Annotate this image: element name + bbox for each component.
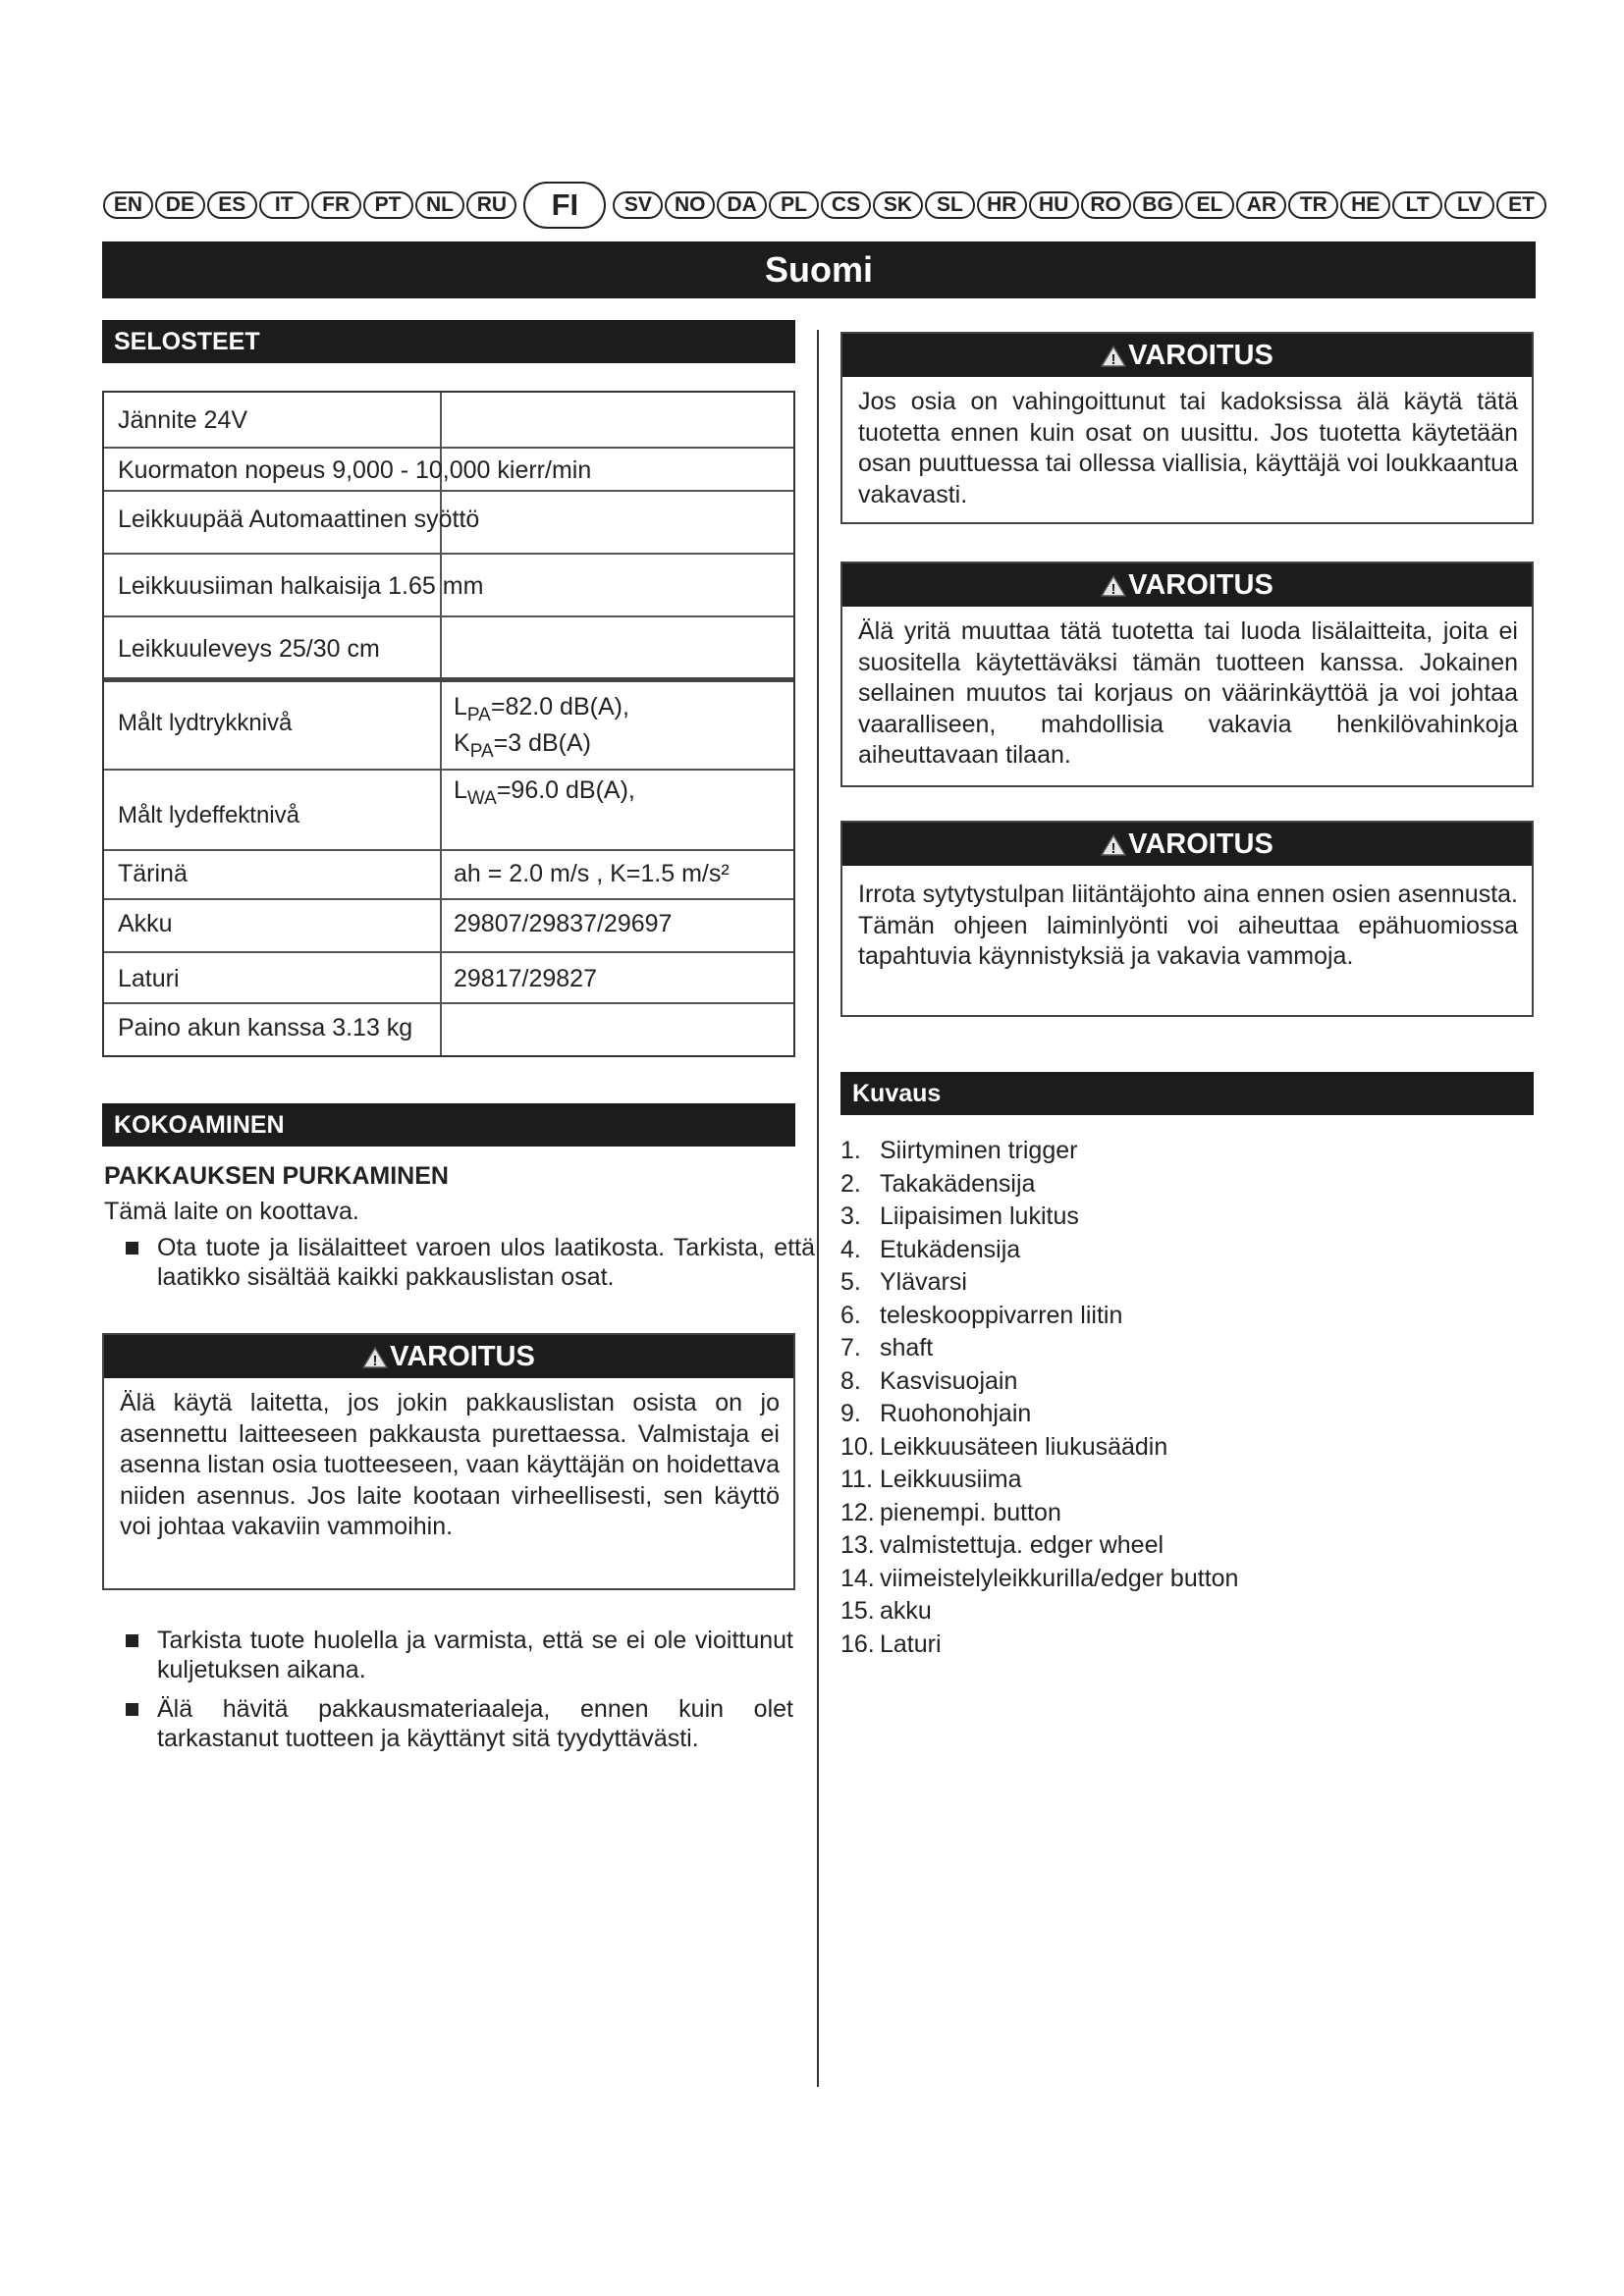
language-tab-he: HE [1340,191,1390,219]
item-text: pienempi. button [880,1498,1061,1526]
description-heading-text: Kuvaus [852,1079,942,1107]
language-tab-pl: PL [769,191,819,219]
language-tabs [102,188,1547,222]
language-tab-cs: CS [821,191,871,219]
spec-row-speed [104,449,793,492]
parts-list-item [840,1629,1469,1662]
svg-text:!: ! [372,1353,378,1369]
warning-body: Irrota sytytystulpan liitäntäjohto aina ennen osien asennusta. Tämän ohjeen laiminlyönti voi aiheuttaa epähuomiossa tapahtuvia käynnistyksiä ja vakavia vammoja. [858,881,1518,970]
parts-list-item [840,1168,1469,1201]
spec-value: 29807/29837/29697 [440,900,793,951]
spec-row-voltage [104,393,793,449]
spec-value: ah = 2.0 m/s , K=1.5 m/s² [440,851,793,898]
parts-list-item [840,1595,1469,1629]
spec-label: Kuormaton nopeus 9,000 - 10,000 kierr/min [118,456,592,484]
warning-body: Älä yritä muuttaa tätä tuotetta tai luoda lisälaitteita, joita ei suositella käytettäväksi tämän tuotteen kanssa. Jokainen sellainen muutos tai korjaus on väärinkäyttöä ja voi johtaa vaaralliseen, mahdollisia vakavia henkilövahinkoja aiheuttavaan tilaan. [858,617,1518,769]
language-tab-no: NO [665,191,715,219]
language-tab-ar: AR [1236,191,1286,219]
item-text: akku [880,1597,932,1625]
parts-list-item [840,1563,1469,1596]
language-tab-et: ET [1496,191,1546,219]
language-tab-fi: FI [523,182,606,229]
parts-list-item [840,1135,1469,1168]
warning-title: VAROITUS [390,1340,535,1372]
spec-value [440,555,793,615]
language-tab-sl: SL [925,191,975,219]
warning-box-modifications [840,561,1534,787]
item-number: 16. [840,1629,875,1658]
item-text: Takakädensija [880,1169,1036,1198]
item-number: 11. [840,1466,873,1493]
spec-label: Laturi [118,965,180,992]
page-title [102,241,1536,298]
spec-label: Jännite 24V [118,406,248,434]
item-text: Etukädensija [880,1235,1021,1263]
bullet-square [126,1703,138,1716]
warning-header [842,823,1532,866]
spec-value: 29817/29827 [440,953,793,1002]
language-tab-de: DE [155,191,205,219]
lwa-value: =96.0 dB(A), [496,776,635,804]
warning-triangle-icon [1101,832,1126,856]
warning-header [104,1335,793,1378]
parts-list-item [840,1365,1469,1399]
warning-box-assembly [102,1333,795,1590]
lwa-letter: L [454,776,467,804]
unpacking-intro: Tämä laite on koottava. [104,1198,359,1225]
spec-label: Leikkuupää Automaattinen syöttö [118,506,480,533]
language-tab-tr: TR [1288,191,1338,219]
item-text: viimeistelyleikkurilla/edger button [880,1564,1239,1592]
lpa-letter: L [454,693,467,721]
specs-heading [102,320,795,363]
column-divider [817,330,819,2087]
item-number: 7. [840,1334,861,1362]
svg-text:!: ! [1110,840,1116,857]
warning-header [842,563,1532,607]
item-text: Leikkuusäteen liukusäädin [880,1432,1168,1461]
lpa-value: =82.0 dB(A), [490,693,629,721]
item-number: 5. [840,1268,861,1296]
item-text: Siirtyminen trigger [880,1137,1078,1164]
parts-list-item [840,1300,1469,1333]
inspection-bullet [157,1626,793,1684]
language-tab-sv: SV [613,191,663,219]
language-tab-ro: RO [1081,191,1131,219]
spec-label: Paino akun kanssa 3.13 kg [118,1014,413,1041]
spec-row-head [104,492,793,555]
item-number: 12. [840,1498,875,1526]
spec-label: Tärinä [118,860,188,887]
warning-body: Jos osia on vahingoittunut tai kadoksissa älä käytä tätä tuotetta ennen kuin osat on uusittu. Jos tuotetta käytetään osan puuttuessa tai ollessa viallisia, käyttäjä voi loukkaantua vakavasti. [858,388,1518,508]
description-heading [840,1072,1534,1115]
parts-list-item [840,1266,1469,1300]
spec-row-width [104,617,793,682]
parts-list-item [840,1464,1469,1497]
warning-triangle-icon [1101,344,1126,367]
language-tab-fr: FR [311,191,361,219]
parts-list-item [840,1431,1469,1465]
svg-text:!: ! [1110,581,1116,598]
spec-row-sound-pressure [104,682,793,771]
spec-label: Leikkuusiiman halkaisija 1.65 mm [118,572,484,600]
parts-list-item [840,1332,1469,1365]
bullet-square [126,1634,138,1647]
item-text: Ylävarsi [880,1268,967,1296]
item-number: 1. [840,1137,861,1164]
item-text: shaft [880,1334,934,1362]
language-tab-da: DA [717,191,767,219]
item-text: Leikkuusiima [880,1466,1022,1493]
warning-header [842,334,1532,377]
parts-list-item [840,1201,1469,1234]
page-title-text: Suomi [764,249,873,290]
specs-table [102,391,795,1057]
language-tab-hr: HR [977,191,1027,219]
language-tab-bg: BG [1133,191,1183,219]
parts-list-item [840,1398,1469,1431]
parts-list-item [840,1497,1469,1530]
spec-row-weight [104,1004,793,1055]
item-number: 14. [840,1564,875,1592]
language-tab-es: ES [207,191,257,219]
parts-list-item [840,1234,1469,1267]
language-tab-hu: HU [1029,191,1079,219]
bullet-text: Tarkista tuote huolella ja varmista, että se ei ole vioittunut kuljetuksen aikana. [157,1627,793,1683]
item-number: 9. [840,1400,861,1427]
specs-heading-text: SELOSTEET [114,327,260,355]
packaging-bullet [157,1694,793,1753]
spec-label: Akku [118,910,173,937]
spec-row-vibration [104,851,793,900]
warning-box-damaged-parts [840,332,1534,524]
item-text: Kasvisuojain [880,1366,1018,1395]
spec-row-battery [104,900,793,953]
spec-value [440,682,793,769]
bullet-square [126,1242,138,1255]
warning-triangle-icon [362,1345,388,1368]
sound-pressure-kpa [454,726,782,763]
kpa-letter: K [454,729,470,757]
parts-list [840,1135,1469,1661]
language-tab-sk: SK [873,191,923,219]
language-tab-ru: RU [466,191,516,219]
spec-label: Leikkuuleveys 25/30 cm [118,635,380,663]
lpa-sub: PA [466,705,491,725]
item-number: 13. [840,1531,875,1559]
unpacking-bullet [157,1233,815,1292]
bullet-text: Ota tuote ja lisälaitteet varoen ulos laatikosta. Tarkista, että laatikko sisältää kaikki pakkauslistan osat. [157,1234,815,1291]
item-text: Liipaisimen lukitus [880,1202,1079,1230]
warning-box-spark-plug [840,821,1534,1017]
item-number: 8. [840,1366,861,1395]
spec-label: Målt lydtrykknivå [118,710,293,736]
spec-label: Målt lydeffektnivå [118,802,299,828]
svg-text:!: ! [1110,351,1116,368]
language-tab-lv: LV [1444,191,1494,219]
parts-list-item [840,1529,1469,1563]
language-tab-el: EL [1185,191,1235,219]
assembly-heading [102,1103,795,1147]
spec-row-charger [104,953,793,1004]
warning-body: Älä käytä laitetta, jos jokin pakkauslistan osista on jo asennettu laitteeseen pakkausta purettaessa. Valmistaja ei asenna listan osia tuotteeseen, vaan käyttäjän on hoidettava niiden asennus. Jos laite kootaan virheellisesti, sen käyttö voi johtaa vakaviin vammoihin. [120,1389,780,1540]
item-number: 3. [840,1202,861,1230]
spec-value [440,393,793,447]
unpacking-subheading: PAKKAUKSEN PURKAMINEN [104,1162,449,1190]
item-number: 15. [840,1597,875,1625]
item-text: valmistettuja. edger wheel [880,1531,1164,1559]
bullet-text: Älä hävitä pakkausmateriaaleja, ennen kuin olet tarkastanut tuotteen ja käyttänyt sitä tyydyttävästi. [157,1695,793,1752]
warning-title: VAROITUS [1128,339,1273,371]
item-number: 2. [840,1169,861,1198]
warning-title: VAROITUS [1128,828,1273,860]
spec-value [440,617,793,677]
language-tab-en: EN [103,191,153,219]
kpa-value: =3 dB(A) [493,729,591,757]
item-number: 6. [840,1301,861,1329]
assembly-heading-text: KOKOAMINEN [114,1110,285,1139]
item-text: Ruohonohjain [880,1400,1032,1427]
language-tab-it: IT [259,191,309,219]
item-number: 10. [840,1432,875,1461]
language-tab-nl: NL [415,191,465,219]
language-tab-pt: PT [363,191,413,219]
spec-row-sound-power [104,771,793,851]
warning-title: VAROITUS [1128,568,1273,601]
sound-pressure-lpa [454,690,782,726]
item-number: 4. [840,1235,861,1263]
language-tab-lt: LT [1392,191,1442,219]
spec-row-line [104,555,793,617]
spec-value [440,492,793,553]
item-text: Laturi [880,1629,942,1658]
spec-value [440,1004,793,1055]
kpa-sub: PA [469,741,494,762]
spec-value [440,771,793,849]
item-text: teleskooppivarren liitin [880,1301,1123,1329]
lwa-sub: WA [466,788,497,809]
warning-triangle-icon [1101,573,1126,597]
